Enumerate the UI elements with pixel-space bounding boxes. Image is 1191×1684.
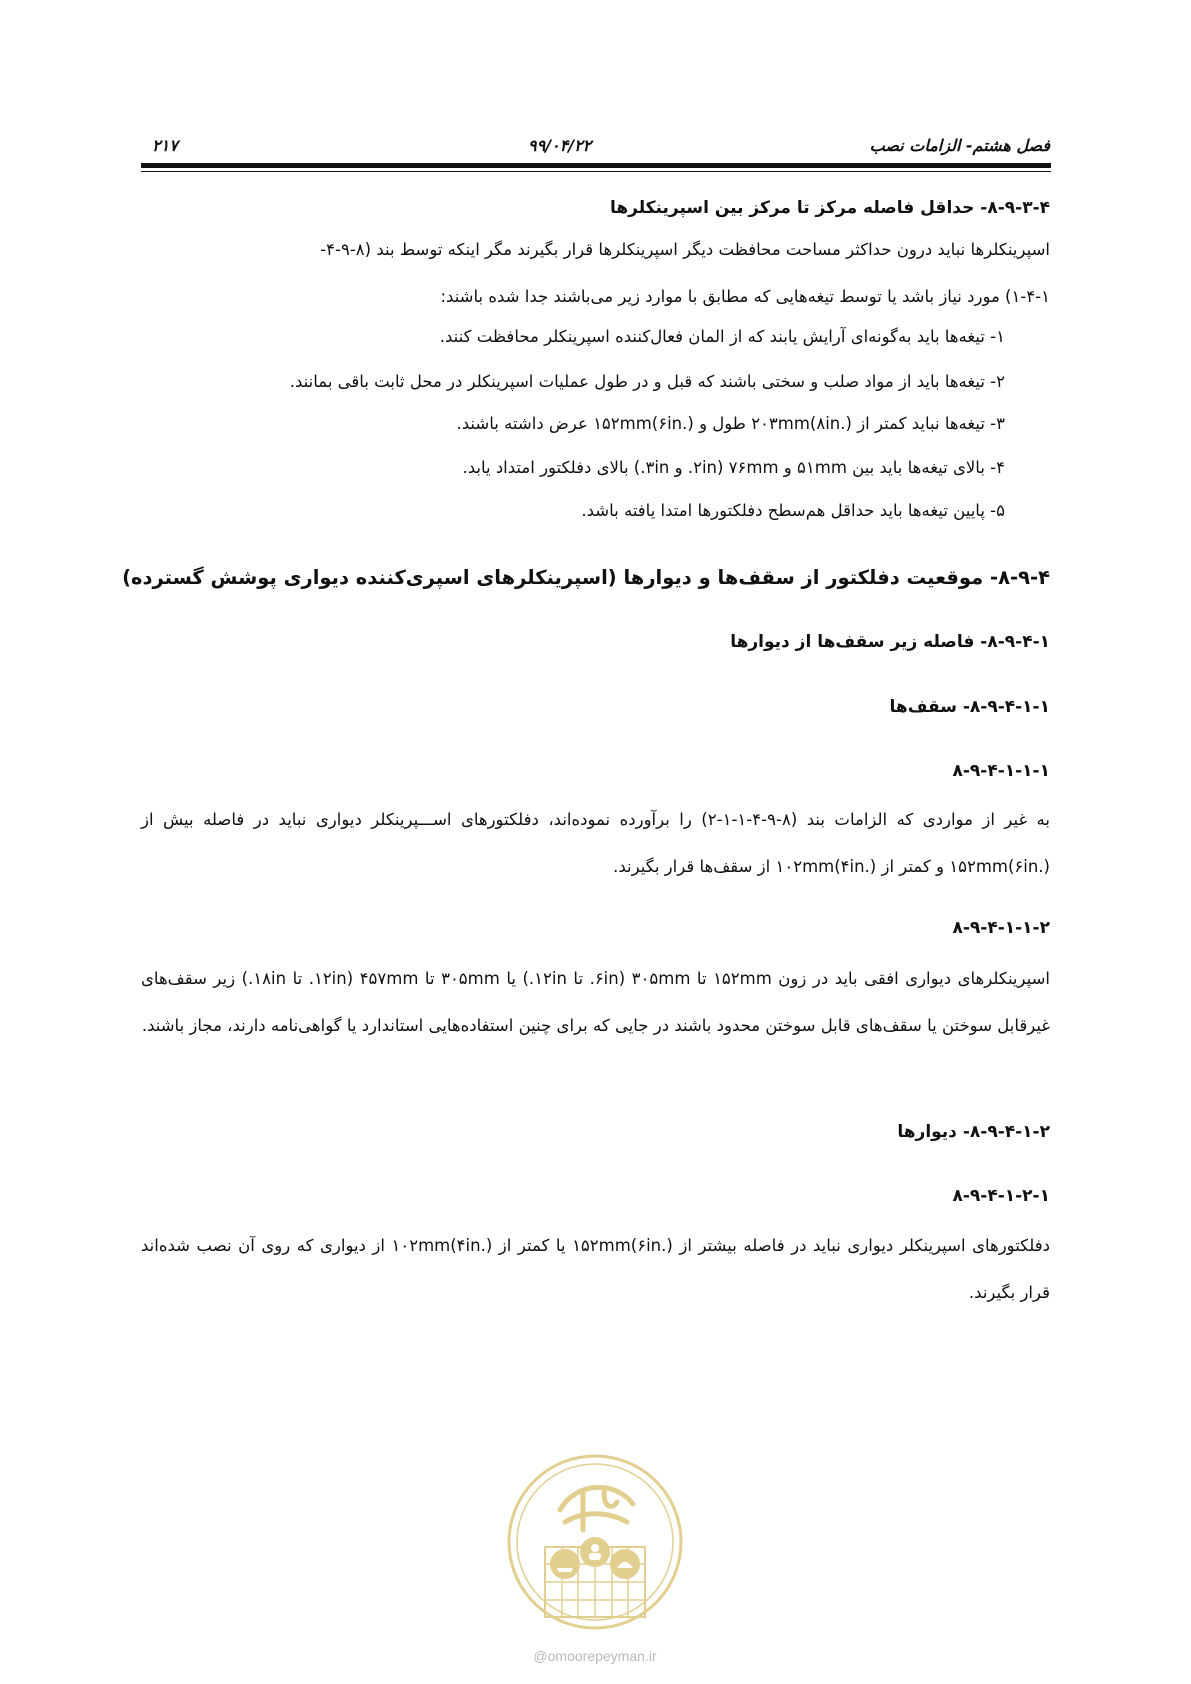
paragraph: دفلکتورهای اسپرینکلر دیواری نباید در فاصله بیشتر از ۱۵۲mm(۶in.) یا کمتر از ۱۰۲mm(۴in.) از دیواری که روی آن نصب شده‌اند قرار بگیرند. xyxy=(141,1236,1050,1302)
header-rule-thick xyxy=(141,163,1051,168)
list-item: ۴- بالای تیغه‌ها باید بین ۵۱mm و ۷۶mm (۲in. و ۳in.) بالای دفلکتور امتداد یابد. xyxy=(462,458,1005,477)
list-item: ۳- تیغه‌ها نباید کمتر از ۲۰۳mm(۸in.) طول و ۱۵۲mm(۶in.) عرض داشته باشند. xyxy=(456,414,1005,433)
clause-number: ۸-۹-۴-۱-۱-۱ xyxy=(952,761,1050,781)
publisher-website: @omoorepeyman.ir xyxy=(533,1648,657,1664)
list-item: ۱- تیغه‌ها باید به‌گونه‌ای آرایش یابند که از المان فعال‌کننده اسپرینکلر محافظت کنند. xyxy=(439,327,1005,346)
chapter-title: فصل هشتم- الزامات نصب xyxy=(869,136,1050,155)
paragraph-line: اسپرینکلرها نباید درون حداکثر مساحت محافظت دیگر اسپرینکلرها قرار بگیرند مگر اینکه توسط بند (۸-۹-۴- xyxy=(320,240,1050,259)
header-rule-thin xyxy=(141,171,1051,172)
page-number: ۲۱۷ xyxy=(152,136,178,155)
clause-number: ۸-۹-۴-۱-۲-۱ xyxy=(952,1186,1050,1206)
section-heading: ۸-۹-۴- موقعیت دفلکتور از سقف‌ها و دیوارها (اسپرینکلرهای اسپری‌کننده دیواری پوشش گسترده) xyxy=(122,566,1050,589)
list-item: ۵- پایین تیغه‌ها باید حداقل هم‌سطح دفلکتورها امتدا یافته باشد. xyxy=(581,501,1005,520)
publisher-seal-logo xyxy=(505,1452,685,1632)
subsection-heading: ۸-۹-۴-۱-۱- سقف‌ها xyxy=(889,697,1050,717)
paragraph-line: ۱-۴-۱) مورد نیاز باشد یا توسط تیغه‌هایی که مطابق با موارد زیر می‌باشند جدا شده باشند: xyxy=(440,287,1050,306)
subsection-heading: ۸-۹-۴-۱- فاصله زیر سقف‌ها از دیوارها xyxy=(730,632,1050,652)
clause-number: ۸-۹-۴-۱-۱-۲ xyxy=(952,918,1050,938)
section-heading: ۸-۹-۳-۴- حداقل فاصله مرکز تا مرکز بین اسپرینکلرها xyxy=(609,198,1050,218)
paragraph: به غیر از مواردی که الزامات بند (۸-۹-۴-۱-۱-۲) را برآورده نموده‌اند، دفلکتورهای اســـپرینکلر دیواری نباید در فاصله بیش از ۱۵۲mm(۶in.) و کمتر از ۱۰۲mm(۴in.) از سقف‌ها قرار بگیرند. xyxy=(141,810,1050,876)
paragraph: اسپرینکلرهای دیواری افقی باید در زون ۱۵۲mm تا ۳۰۵mm (۶in. تا ۱۲in.) یا ۳۰۵mm تا ۴۵۷mm (۱۲in. تا ۱۸in.) زیر سقف‌های غیرقابل سوختن یا سقف‌های قابل سوختن محدود باشند در جایی که برای چنین استفاده‌هایی استاندارد یا گواهی‌نامه دارند، مجاز باشند. xyxy=(141,969,1051,1035)
list-item: ۲- تیغه‌ها باید از مواد صلب و سختی باشند که قبل و در طول عملیات اسپرینکلر در محل ثابت باقی بمانند. xyxy=(289,372,1005,391)
revision-date: ۹۹/۰۴/۲۲ xyxy=(528,136,592,155)
subsection-heading: ۸-۹-۴-۱-۲- دیوارها xyxy=(897,1122,1050,1142)
